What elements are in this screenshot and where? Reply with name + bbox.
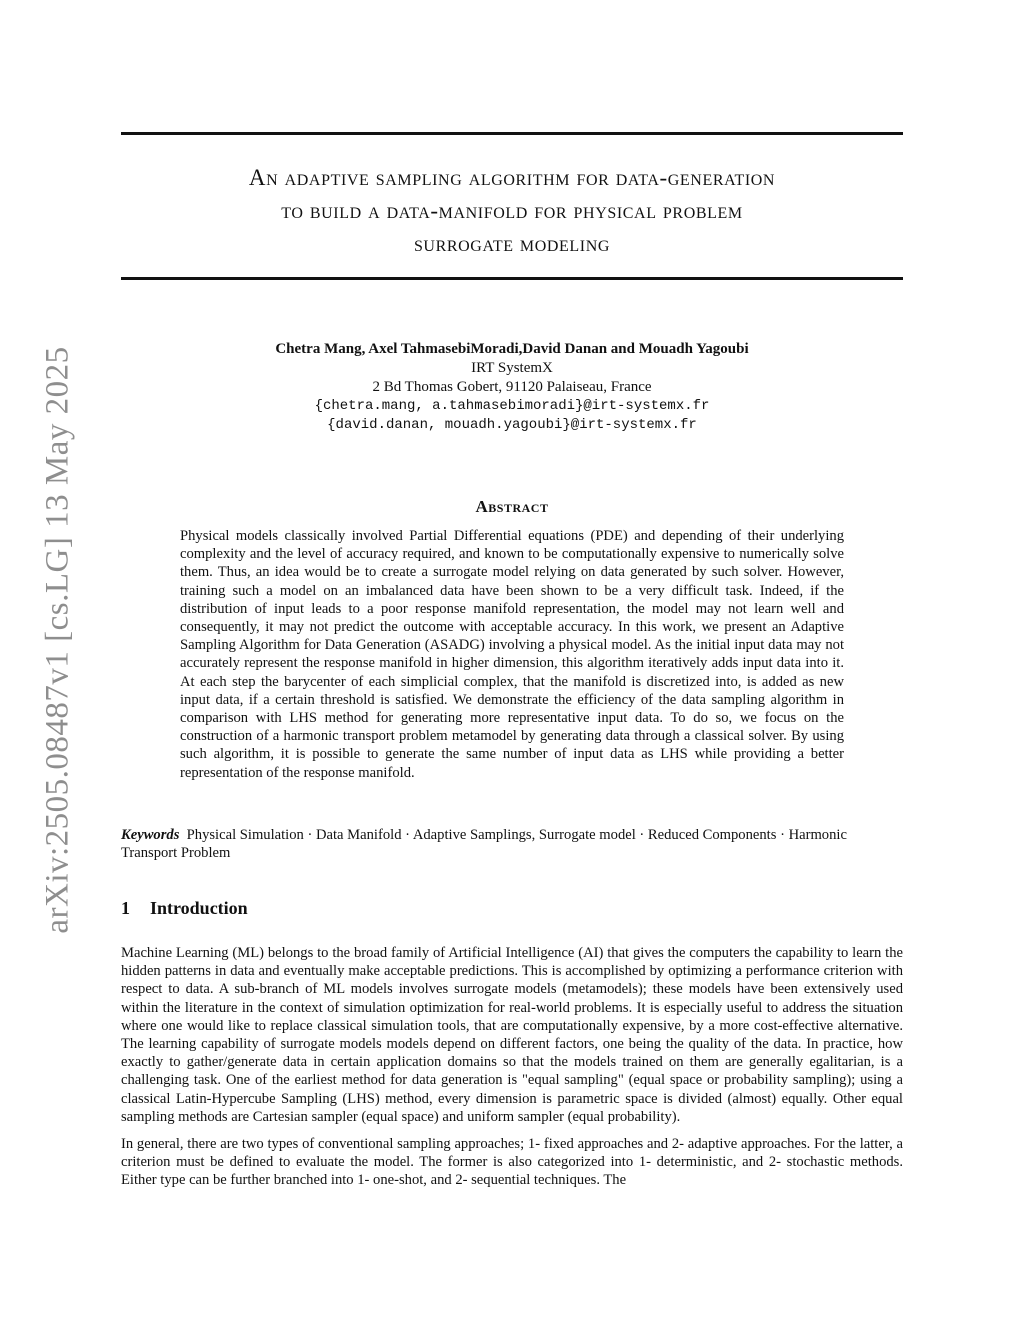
title-line-2: to build a data-manifold for physical problem — [281, 198, 743, 223]
title-bottom-rule — [121, 277, 903, 280]
arxiv-identifier-stamp: arXiv:2505.08487v1 [cs.LG] 13 May 2025 — [39, 346, 76, 934]
abstract-text: Physical models classically involved Partial Differential equations (PDE) and depending of their underlying complexity and the level of accuracy required, and known to be computationally expensive to numerically solve them. Thus, an idea would be to create a surrogate model relying on data generated by such solver. However, training such a model on an imbalanced data have been shown to be a very difficult task. Indeed, if the distribution of input leads to a poor response manifold representation, the model may not learn well and consequently, it may not predict the outcome with acceptable accuracy. In this work, we present an Adaptive Sampling Algorithm for Data Generation (ASADG) involving a physical model. As the initial input data may not accurately represent the response manifold in higher dimension, this algorithm iteratively adds input data into it. At each step the barycenter of each simplicial complex, that the manifold is discretized into, is added as new input data, if a certain threshold is satisfied. We demonstrate the efficiency of the data sampling algorithm in comparison with LHS method for generating more representative input data. To do so, we focus on the construction of a harmonic transport problem metamodel by generating data through a classical solver. By using such algorithm, it is possible to generate the same number of input data as LHS while providing a better representation of the response manifold. — [180, 528, 844, 781]
keywords-text: Physical Simulation · Data Manifold · Adaptive Samplings, Surrogate model · Reduced Components · Harmonic Transport Problem — [121, 827, 847, 862]
keywords-label: Keywords — [121, 827, 180, 843]
paper-title — [121, 161, 903, 260]
author-block — [121, 340, 903, 435]
author-affiliation: IRT SystemX — [471, 360, 553, 376]
title-line-1: An adaptive sampling algorithm for data-generation — [248, 165, 776, 190]
title-line-3: surrogate modeling — [413, 231, 611, 256]
section-title: Introduction — [150, 898, 248, 918]
introduction-paragraph-1: Machine Learning (ML) belongs to the broad family of Artificial Intelligence (AI) that gives the computers the capability to learn the hidden patterns in data and eventually make acceptable predictions. This is accomplished by optimizing a performance criterion with respect to data. A sub-branch of ML models involves surrogate models (metamodels); these models have been extensively used within the literature in the context of simulation optimization for real-world problems. It is especially useful to address the situation where one would like to replace classical simulation tools, that are computationally expensive, by a more cost-effective alternative. The learning capability of surrogate models models depend on different factors, one being the quality of the data. In practice, how exactly to gather/generate data in certain application domains so that the models trained on them are generally egalitarian, is a challenging task. One of the earliest method for data generation is "equal sampling" (equal space or probability sampling); using a classical Latin-Hypercube Sampling (LHS) method, every dimension is parametric space is divided (almost) equally. Other equal sampling methods are Cartesian sampler (equal space) and uniform sampler (equal probability). — [121, 945, 903, 1125]
section-number: 1 — [121, 898, 130, 918]
abstract-heading: Abstract — [475, 497, 549, 516]
introduction-body — [121, 944, 903, 1199]
keywords-block — [121, 826, 903, 862]
author-address: 2 Bd Thomas Gobert, 91120 Palaiseau, France — [372, 379, 652, 395]
author-email-2: {david.danan, mouadh.yagoubi}@irt-systemx.fr — [327, 417, 697, 433]
title-top-rule — [121, 132, 903, 135]
author-names: Chetra Mang, Axel TahmasebiMoradi,David Danan and Mouadh Yagoubi — [275, 341, 749, 357]
introduction-paragraph-2: In general, there are two types of conventional sampling approaches; 1- fixed approaches and 2- adaptive approaches. For the latter, a criterion must be defined to evaluate the model. The former is also categorized into 1- deterministic, and 2- stochastic methods. Either type can be further branched into 1- one-shot, and 2- sequential techniques. The — [121, 1136, 903, 1189]
author-email-1: {chetra.mang, a.tahmasebimoradi}@irt-systemx.fr — [314, 398, 710, 414]
section-heading-introduction — [121, 898, 248, 919]
